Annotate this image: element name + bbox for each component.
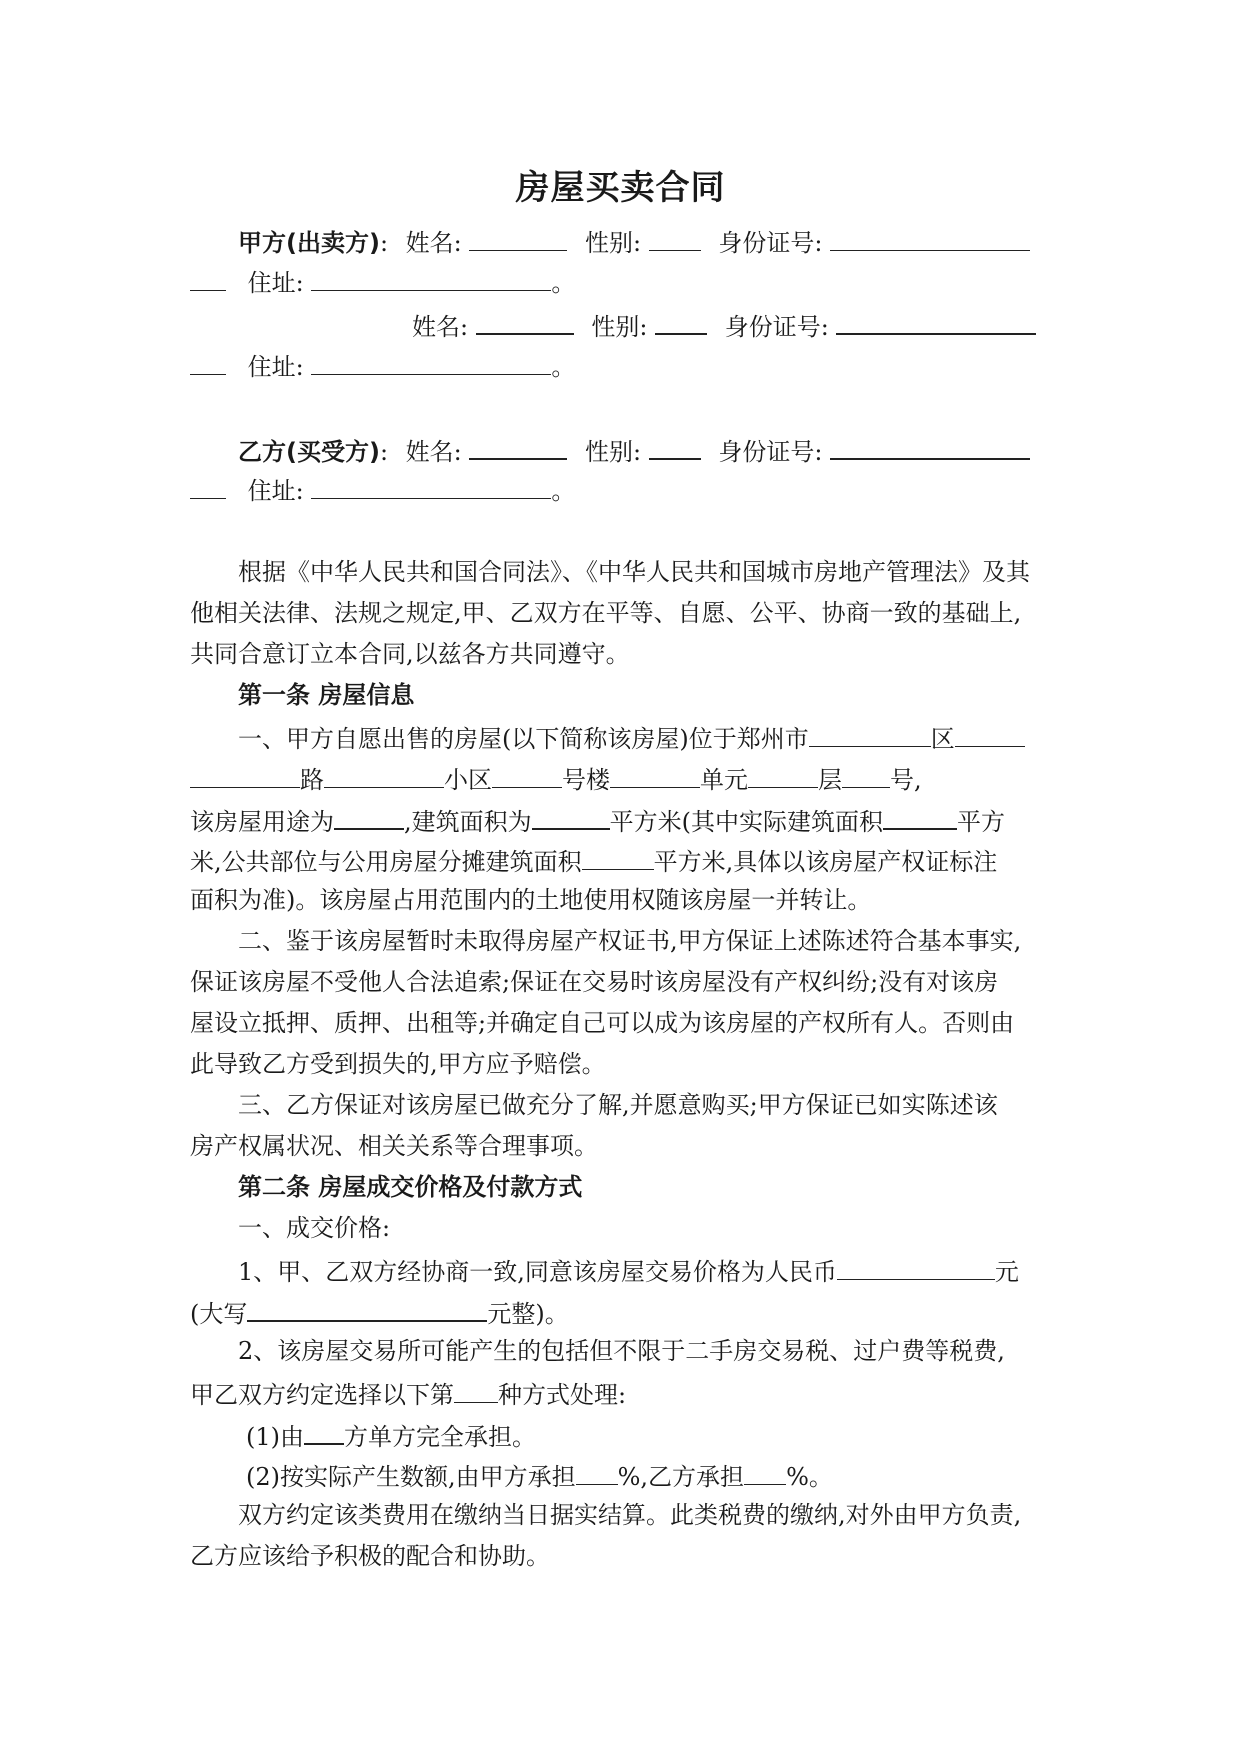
shared-area-field[interactable] [582,841,654,870]
usage-field[interactable] [334,800,404,830]
bearing-party-field[interactable] [304,1415,344,1445]
art2-last-line: 乙方应该给予积极的配合和协助。 [190,1542,550,1570]
seller1-id-field-cont[interactable] [190,262,226,291]
party-b-percent-field[interactable] [744,1456,786,1485]
seller1-address-field[interactable] [311,262,551,291]
price-field[interactable] [837,1251,995,1280]
seller1-id-field[interactable] [830,222,1030,251]
art1-p1-line-4: 米,公共部位与公用房屋分摊建筑面积 平方米,具体以该房屋产权证标注 [190,841,1070,880]
city-field[interactable] [809,718,931,747]
intro-line: 根据《中华人民共和国合同法》、《中华人民共和国城市房地产管理法》及其 [238,558,1030,586]
price-capital-field[interactable] [247,1292,487,1322]
party-a-address-line-2: 住址: 。 [190,346,1070,385]
option-choice-field[interactable] [454,1374,498,1403]
art1-p1-line-2: 路 小区 号楼 单元 层 号, [190,759,1070,798]
seller2-name-field[interactable] [476,305,574,335]
art2-item1-line-2: (大写 元整)。 [190,1292,1070,1332]
seller2-id-field[interactable] [836,305,1036,335]
buyer-name-field[interactable] [469,430,567,460]
party-a-percent-field[interactable] [576,1456,618,1485]
intro-line: 共同合意订立本合同,以兹各方共同遵守。 [190,640,630,668]
building-field[interactable] [492,759,562,788]
party-a-line-2: 姓名: 性别: 身份证号: [412,305,1241,345]
art2-option-2: (2)按实际产生数额,由甲方承担 %,乙方承担 %。 [246,1456,1126,1495]
seller1-gender-field[interactable] [649,222,701,251]
district-field[interactable] [955,718,1025,747]
art1-p2-line: 保证该房屋不受他人合法追索;保证在交易时该房屋没有产权纠纷;没有对该房 [190,968,999,996]
art2-item2-line-1: 2、该房屋交易所可能产生的包括但不限于二手房交易税、过户费等税费, [238,1337,1005,1365]
party-b-label: 乙方(买受方) [238,438,380,466]
gross-area-field[interactable] [532,800,610,830]
buyer-address-field[interactable] [311,470,551,499]
art2-sub1: 一、成交价格: [238,1214,391,1242]
party-b-line: 乙方(买受方): 姓名: 性别: 身份证号: [238,430,1118,470]
art2-last-line: 双方约定该类费用在缴纳当日据实结算。此类税费的缴纳,对外由甲方负责, [238,1501,1022,1529]
room-number-field[interactable] [842,759,890,788]
art1-p2-line: 屋设立抵押、质押、出租等;并确定自己可以成为该房屋的产权所有人。否则由 [190,1009,1015,1037]
article-1-heading: 第一条 房屋信息 [238,681,415,709]
art1-p2-line: 二、鉴于该房屋暂时未取得房屋产权证书,甲方保证上述陈述符合基本事实, [238,927,1022,955]
art1-p2-line: 此导致乙方受到损失的,甲方应予赔偿。 [190,1050,606,1078]
seller2-id-field-cont[interactable] [190,346,226,375]
road-field[interactable] [190,759,300,788]
intro-line: 他相关法律、法规之规定,甲、乙双方在平等、自愿、公平、协商一致的基础上, [190,599,1022,627]
art1-p1-line-3: 该房屋用途为 ,建筑面积为 平方米(其中实际建筑面积 平方 [190,800,1070,840]
art1-p3-line: 房产权属状况、相关关系等合理事项。 [190,1132,598,1160]
art1-p3-line: 三、乙方保证对该房屋已做充分了解,并愿意购买;甲方保证已如实陈述该 [238,1091,998,1119]
buyer-gender-field[interactable] [649,430,701,460]
buyer-id-field[interactable] [830,430,1030,460]
buyer-id-field-cont[interactable] [190,470,226,499]
article-2-heading: 第二条 房屋成交价格及付款方式 [238,1173,583,1201]
page-title: 房屋买卖合同 [515,168,726,208]
actual-area-field[interactable] [883,800,957,830]
seller1-name-field[interactable] [469,222,567,251]
seller2-address-field[interactable] [311,346,551,375]
art1-p1-line-1: 一、甲方自愿出售的房屋(以下简称该房屋)位于郑州市 区 [238,718,1118,757]
party-a-address-line-1: 住址: 。 [190,262,1070,301]
party-a-line-1: 甲方(出卖方): 姓名: 性别: 身份证号: [238,222,1118,261]
art2-option-1: (1)由 方单方完全承担。 [246,1415,1126,1455]
art1-p1-line-5: 面积为准)。该房屋占用范围内的土地使用权随该房屋一并转让。 [190,886,872,914]
community-field[interactable] [324,759,444,788]
floor-field[interactable] [748,759,818,788]
seller2-gender-field[interactable] [655,305,707,335]
art2-item1-line-1: 1、甲、乙双方经协商一致,同意该房屋交易价格为人民币 元 [238,1251,1118,1290]
unit-field[interactable] [610,759,700,788]
party-b-address-line: 住址: 。 [190,470,1070,509]
art2-item2-line-2: 甲乙双方约定选择以下第 种方式处理: [190,1374,1070,1413]
party-a-label: 甲方(出卖方) [238,229,380,257]
